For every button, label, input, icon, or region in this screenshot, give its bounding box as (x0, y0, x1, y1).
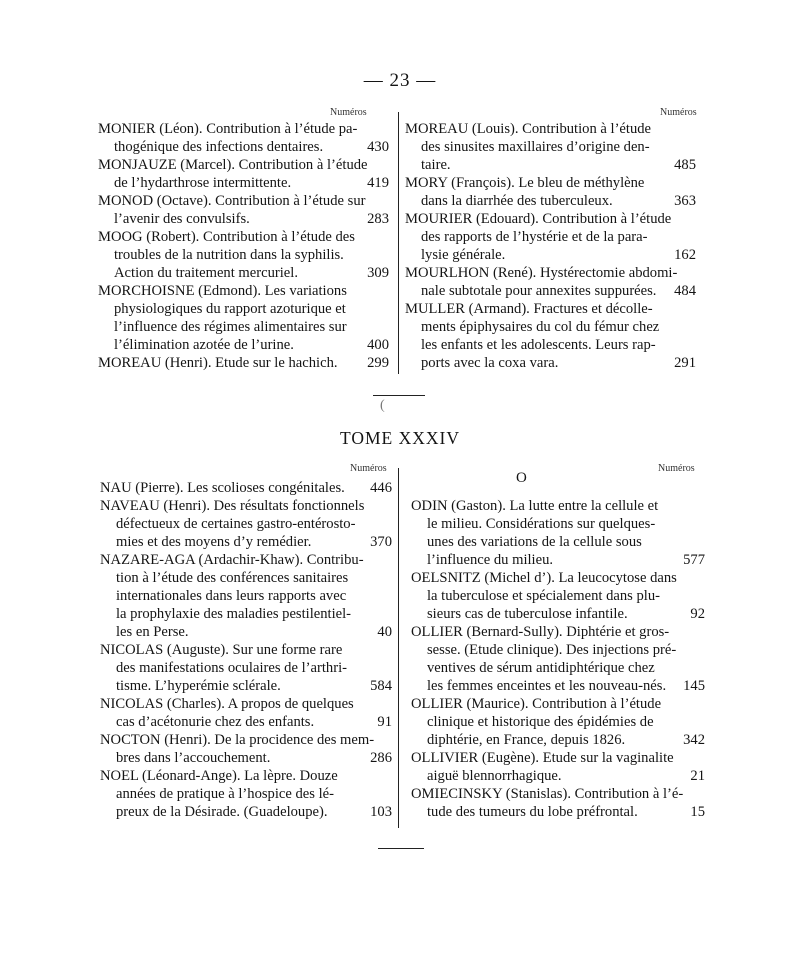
bottom-divider (378, 848, 424, 849)
index-entry (98, 228, 389, 282)
entry-text-line: dans la diarrhée des tuberculeux. 363 (421, 193, 696, 209)
entry-text-line: troubles de la nutrition dans la syphilis. (114, 247, 344, 263)
index-entry (100, 641, 392, 695)
entry-text-line: tude des tumeurs du lobe préfrontal. 15 (427, 804, 705, 820)
entry-text-line: OLLIER (Maurice). Contribution à l’étude (411, 696, 662, 712)
entry-text-line: Action du traitement mercuriel. 309 (114, 265, 389, 281)
entry-text-line: MULLER (Armand). Fractures et décolle- (405, 301, 653, 317)
entry-number: 484 (674, 283, 696, 299)
page-number: — 23 — (363, 70, 437, 91)
entry-text-line: MOURLHON (René). Hystérectomie abdomi- (405, 265, 678, 281)
entry-text-line: années de pratique à l’hospice des lé- (116, 786, 335, 802)
entry-text-line: nale subtotale pour annexites suppurées. 484 (421, 283, 696, 299)
entry-text-line: NICOLAS (Charles). A propos de quelques (100, 696, 354, 712)
index-entry (100, 479, 392, 497)
entry-text-line: sesse. (Etude clinique). Des injections pré- (427, 642, 677, 658)
entry-text-line: physiologiques du rapport azoturique et (114, 301, 346, 317)
entry-text-line: diphtérie, en France, depuis 1826. 342 (427, 732, 705, 748)
entry-text-line: unes des variations de la cellule sous (427, 534, 642, 550)
index-entry (411, 785, 705, 821)
numeros-label: Numéros (658, 463, 695, 474)
entry-text-line: tion à l’étude des conférences sanitaires (116, 570, 349, 586)
entry-text-line: les en Perse. 40 (116, 624, 392, 640)
entry-text-line: les enfants et les adolescents. Leurs rap- (421, 337, 656, 353)
index-entry (98, 282, 389, 354)
letter-heading: O (516, 470, 527, 486)
entry-text-line: MORY (François). Le bleu de méthylène (405, 175, 645, 191)
index-entry (100, 767, 392, 821)
entry-text-line: NOEL (Léonard-Ange). La lèpre. Douze (100, 768, 338, 784)
entry-text-line: des rapports de l’hystérie et de la para- (421, 229, 648, 245)
entry-text-line: les femmes enceintes et les nouveau-nés. 145 (427, 678, 705, 694)
entry-number: 162 (674, 247, 696, 263)
entry-text-line: ODIN (Gaston). La lutte entre la cellule et (411, 498, 659, 514)
column-divider (398, 468, 399, 828)
entry-text-line: tisme. L’hyperémie sclérale. 584 (116, 678, 392, 694)
index-entry (405, 174, 696, 210)
entry-text-line: OELSNITZ (Michel d’). La leucocytose dans (411, 570, 677, 586)
entry-text-line: MOOG (Robert). Contribution à l’étude des (98, 229, 355, 245)
tome-title: TOME XXXIV (339, 428, 461, 448)
entry-number: 91 (377, 714, 392, 730)
numeros-label: Numéros (350, 463, 387, 474)
entry-text-line: thogénique des infections dentaires. 430 (114, 139, 389, 155)
entry-text-line: ments épiphysaires du col du fémur chez (421, 319, 660, 335)
entry-number: 299 (367, 355, 389, 371)
index-entry (411, 569, 705, 623)
index-entry (411, 749, 705, 785)
entry-text-line: la tuberculose et spécialement dans plu- (427, 588, 661, 604)
index-entry (405, 210, 696, 264)
entry-text-line: l’influence des régimes alimentaires sur (114, 319, 347, 335)
entry-number: 291 (674, 355, 696, 371)
entry-text-line: NAVEAU (Henri). Des résultats fonctionnels (100, 498, 365, 514)
entry-text-line: des sinusites maxillaires d’origine den- (421, 139, 650, 155)
entry-number: 419 (367, 175, 389, 191)
numeros-label: Numéros (330, 107, 367, 118)
entry-text-line: défectueux de certaines gastro-entérosto- (116, 516, 356, 532)
index-entry (405, 120, 696, 174)
entry-text-line: MONIER (Léon). Contribution à l’étude pa- (98, 121, 358, 137)
index-entry (405, 264, 696, 300)
index-entry (405, 300, 696, 372)
entry-text-line: MOURIER (Edouard). Contribution à l’étude (405, 211, 672, 227)
entry-text-line: clinique et historique des épidémies de (427, 714, 654, 730)
index-entry (98, 156, 389, 192)
entry-number: 103 (370, 804, 392, 820)
entry-text-line: l’avenir des convulsifs. 283 (114, 211, 389, 227)
numeros-label: Numéros (660, 107, 697, 118)
entry-number: 363 (674, 193, 696, 209)
entry-text-line: MOREAU (Henri). Etude sur le hachich. 299 (98, 355, 389, 371)
entry-text-line: la prophylaxie des maladies pestilentiel- (116, 606, 352, 622)
entry-text-line: MONOD (Octave). Contribution à l’étude sur (98, 193, 366, 209)
index-entry (98, 120, 389, 156)
entry-number: 485 (674, 157, 696, 173)
entry-text-line: ventives de sérum antidiphtérique chez (427, 660, 655, 676)
entry-text-line: de l’hydarthrose intermittente. 419 (114, 175, 389, 191)
entry-text-line: lysie générale. 162 (421, 247, 696, 263)
entry-text-line: MOREAU (Louis). Contribution à l’étude (405, 121, 652, 137)
entry-text-line: MORCHOISNE (Edmond). Les variations (98, 283, 347, 299)
entry-text-line: l’influence du milieu. 577 (427, 552, 705, 568)
entry-text-line: NAZARE-AGA (Ardachir-Khaw). Contribu- (100, 552, 364, 568)
entry-number: 92 (690, 606, 705, 622)
index-entry (100, 695, 392, 731)
entry-number: 584 (370, 678, 392, 694)
entry-text-line: mies et des moyens d’y remédier. 370 (116, 534, 392, 550)
entry-number: 400 (367, 337, 389, 353)
entry-text-line: des manifestations oculaires de l’arthri- (116, 660, 347, 676)
entry-text-line: OLLIER (Bernard-Sully). Diphtérie et gros- (411, 624, 670, 640)
entry-number: 15 (690, 804, 705, 820)
index-entry (100, 497, 392, 551)
entry-number: 21 (690, 768, 705, 784)
entry-text-line: le milieu. Considérations sur quelques- (427, 516, 656, 532)
index-entry (98, 354, 389, 372)
entry-number: 145 (683, 678, 705, 694)
entry-number: 40 (377, 624, 392, 640)
entry-number: 309 (367, 265, 389, 281)
entry-text-line: NAU (Pierre). Les scolioses congénitales. 446 (100, 480, 392, 496)
entry-text-line: aiguë blennorrhagique. 21 (427, 768, 705, 784)
entry-number: 283 (367, 211, 389, 227)
entry-text-line: MONJAUZE (Marcel). Contribution à l’étude (98, 157, 368, 173)
entry-number: 446 (370, 480, 392, 496)
entry-text-line: NOCTON (Henri). De la procidence des mem- (100, 732, 375, 748)
entry-text-line: bres dans l’accouchement. 286 (116, 750, 392, 766)
entry-text-line: internationales dans leurs rapports avec (116, 588, 347, 604)
entry-text-line: ports avec la coxa vara. 291 (421, 355, 696, 371)
index-entry (411, 623, 705, 695)
entry-text-line: OLLIVIER (Eugène). Etude sur la vaginalite (411, 750, 674, 766)
entry-text-line: NICOLAS (Auguste). Sur une forme rare (100, 642, 343, 658)
entry-number: 370 (370, 534, 392, 550)
entry-text-line: l’élimination azotée de l’urine. 400 (114, 337, 389, 353)
entry-text-line: taire. 485 (421, 157, 696, 173)
entry-number: 342 (683, 732, 705, 748)
index-entry (100, 731, 392, 767)
index-entry (411, 695, 705, 749)
entry-text-line: cas d’acétonurie chez des enfants. 91 (116, 714, 392, 730)
entry-number: 430 (367, 139, 389, 155)
entry-text-line: sieurs cas de tuberculose infantile. 92 (427, 606, 705, 622)
column-divider (398, 112, 399, 374)
index-entry (411, 497, 705, 569)
entry-number: 577 (683, 552, 705, 568)
section-divider (373, 395, 425, 396)
stray-mark: ( (380, 398, 385, 413)
entry-text-line: preux de la Désirade. (Guadeloupe). 103 (116, 804, 392, 820)
entry-number: 286 (370, 750, 392, 766)
entry-text-line: OMIECINSKY (Stanislas). Contribution à l’é- (411, 786, 684, 802)
index-entry (100, 551, 392, 641)
index-entry (98, 192, 389, 228)
